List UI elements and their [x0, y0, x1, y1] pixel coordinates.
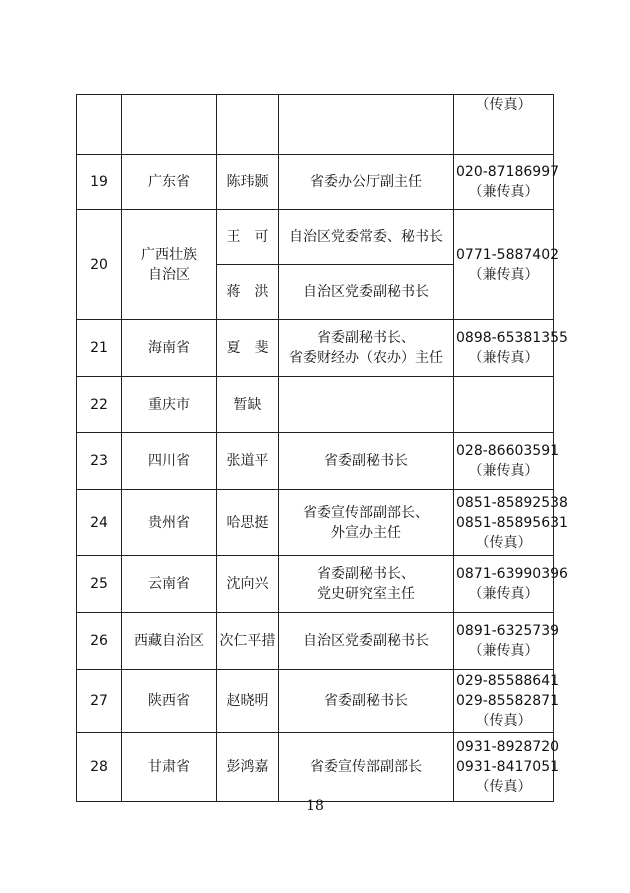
contacts-table	[76, 94, 568, 802]
phone-cell-line: （传真）	[475, 97, 532, 113]
phone-cell-line: （传真）	[475, 713, 532, 729]
title-cell	[279, 490, 454, 556]
phone-cell	[454, 433, 560, 490]
title-cell	[279, 320, 454, 377]
table-row	[77, 320, 554, 377]
phone-cell-line: （兼传真）	[468, 350, 539, 366]
region-cell-line: 甘肃省	[148, 759, 190, 775]
contact-name: 彭鸿嘉	[217, 733, 279, 802]
phone-cell-line: 0931-8417051	[456, 759, 560, 775]
phone-cell-line: 0898-65381355	[456, 330, 568, 346]
region-cell-line: 陕西省	[148, 693, 190, 709]
phone-cell	[454, 670, 560, 733]
region-cell-line: 云南省	[148, 576, 190, 592]
phone-cell	[454, 155, 560, 210]
region-cell-line: 自治区	[148, 266, 190, 283]
contact-name: 陈玮颢	[217, 155, 279, 210]
phone-cell	[454, 613, 560, 670]
phone-cell-line: 0871-63990396	[456, 566, 568, 582]
title-cell-line: 省委副秘书长、	[317, 330, 415, 346]
contact-name: 沈向兴	[217, 556, 279, 613]
contact-name: 哈思挺	[217, 490, 279, 556]
row-number: 26	[77, 613, 122, 670]
title-cell-line: 自治区党委副秘书长	[303, 284, 429, 300]
row-number: 25	[77, 556, 122, 613]
title-cell-line: 省委宣传部副部长、	[303, 504, 429, 521]
region-cell-line: 广西壮族	[141, 246, 197, 263]
phone-cell-line: （兼传真）	[468, 463, 539, 479]
title-cell-line: 省委副秘书长	[324, 693, 408, 709]
contact-name: 夏 斐	[217, 320, 279, 377]
phone-cell-line: （兼传真）	[468, 586, 539, 602]
region-cell	[122, 377, 217, 433]
phone-cell-line: 029-85588641	[456, 673, 560, 689]
row-number: 19	[77, 155, 122, 210]
phone-cell-line: （传真）	[475, 779, 532, 795]
region-cell	[122, 733, 217, 802]
table-row	[77, 733, 554, 802]
region-cell	[122, 433, 217, 490]
title-cell-line: 外宣办主任	[331, 524, 401, 541]
region-cell-line: 广东省	[148, 174, 190, 190]
phone-cell-line: 029-85582871	[456, 693, 560, 709]
phone-cell	[454, 320, 568, 377]
region-cell	[122, 556, 217, 613]
region-cell	[122, 320, 217, 377]
title-cell	[279, 556, 454, 613]
contact-name: 蒋 洪	[217, 265, 279, 320]
phone-cell-line: 0891-6325739	[456, 623, 560, 639]
row-number: 27	[77, 670, 122, 733]
title-cell-line: 自治区党委副秘书长	[303, 633, 429, 649]
phone-cell-line: （兼传真）	[468, 184, 539, 200]
phone-cell	[454, 377, 554, 433]
title-cell	[279, 433, 454, 490]
title-cell	[279, 733, 454, 802]
name-cell	[217, 95, 279, 155]
title-cell-line: 自治区党委常委、秘书长	[289, 229, 443, 245]
region-cell	[122, 155, 217, 210]
phone-cell-line: （兼传真）	[468, 266, 539, 283]
table-row	[77, 155, 554, 210]
row-number: 20	[77, 210, 122, 320]
contact-name: 暂缺	[217, 377, 279, 433]
title-cell-line: 省委副秘书长	[324, 453, 408, 469]
title-cell	[279, 613, 454, 670]
phone-cell-line: 028-86603591	[456, 443, 560, 459]
region-cell-line: 西藏自治区	[134, 633, 204, 649]
phone-cell-line: 0851-85895631	[456, 514, 568, 531]
title-cell	[279, 210, 454, 265]
phone-cell-line: （传真）	[475, 534, 532, 551]
contact-name: 张道平	[217, 433, 279, 490]
region-cell	[122, 670, 217, 733]
title-cell	[279, 670, 454, 733]
title-cell-line: 省委副秘书长、	[317, 566, 415, 582]
phone-cell-line: 0771-5887402	[456, 246, 560, 263]
phone-cell-line: （兼传真）	[468, 643, 539, 659]
page-number: 18	[306, 798, 324, 814]
title-cell	[279, 265, 454, 320]
table-row	[77, 210, 554, 265]
contact-name: 王 可	[217, 210, 279, 265]
phone-cell	[454, 556, 568, 613]
table-row	[77, 556, 554, 613]
table-row	[77, 377, 554, 433]
region-cell	[122, 613, 217, 670]
region-cell	[122, 95, 217, 155]
title-cell-line: 省委财经办（农办）主任	[289, 350, 443, 366]
table-row	[77, 670, 554, 733]
phone-cell-line: 0851-85892538	[456, 494, 568, 511]
row-number: 22	[77, 377, 122, 433]
table-row	[77, 613, 554, 670]
title-cell	[279, 155, 454, 210]
region-cell-line: 贵州省	[148, 514, 190, 531]
title-cell	[279, 377, 454, 433]
title-cell-line: 省委宣传部副部长	[310, 759, 422, 775]
phone-cell-line: 020-87186997	[456, 164, 560, 180]
row-number: 28	[77, 733, 122, 802]
phone-cell-line: 0931-8928720	[456, 739, 560, 755]
no-cell	[77, 95, 122, 155]
title-cell-line: 省委办公厅副主任	[310, 174, 422, 190]
phone-cell	[454, 490, 568, 556]
region-cell-line: 重庆市	[148, 396, 190, 413]
table-row	[77, 433, 554, 490]
row-number: 21	[77, 320, 122, 377]
phone-cell	[454, 210, 560, 320]
region-cell-line: 海南省	[148, 340, 190, 356]
contact-name: 赵晓明	[217, 670, 279, 733]
region-cell	[122, 210, 217, 320]
region-cell-line: 四川省	[148, 453, 190, 469]
phone-cell	[454, 733, 560, 802]
row-number: 23	[77, 433, 122, 490]
title-cell-line: 党史研究室主任	[317, 586, 415, 602]
table-row	[77, 95, 554, 155]
row-number: 24	[77, 490, 122, 556]
region-cell	[122, 490, 217, 556]
contact-name: 次仁平措	[217, 613, 279, 670]
phone-cell	[454, 95, 554, 155]
table-row	[77, 490, 554, 556]
title-cell	[279, 95, 454, 155]
